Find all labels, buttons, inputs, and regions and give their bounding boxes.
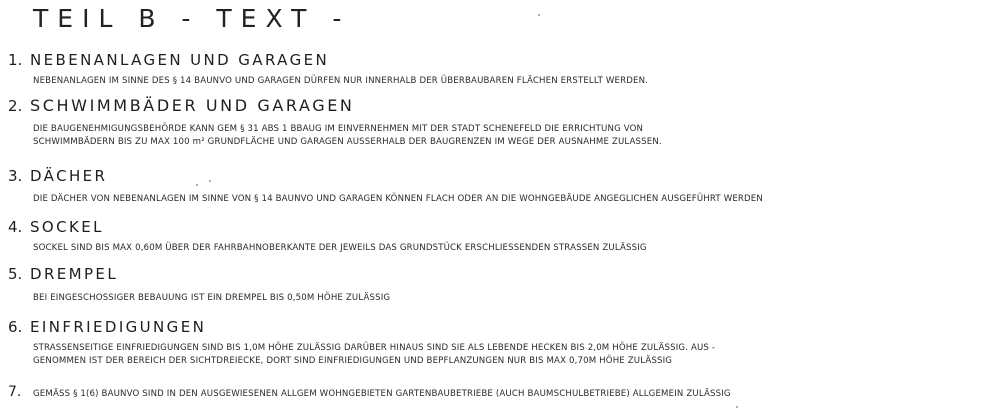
inline-item: [8, 381, 731, 400]
section-title: SOCKEL: [30, 218, 104, 236]
section-heading: [8, 217, 104, 236]
scan-speck: [538, 14, 540, 16]
body-line: NEBENANLAGEN IM SINNE DES § 14 BAUNVO UND GARAGEN DÜRFEN NUR INNERHALB DER ÜBERBAUBAREN FLÄCHEN ERSTELLT WERDEN.: [33, 76, 649, 86]
section-number: 7.: [8, 384, 22, 400]
scan-speck: [736, 406, 738, 408]
section-title: SCHWIMMBÄDER UND GARAGEN: [30, 96, 355, 115]
section-number: 5.: [8, 265, 23, 283]
body-line: SOCKEL SIND BIS MAX 0,60M ÜBER DER FAHRBAHNOBERKANTE DER JEWEILS DAS GRUNDSTÜCK ERSCHLIESSENDEN STRASSEN ZULÄSSIG: [33, 243, 647, 253]
section-number: 1.: [8, 51, 23, 69]
section-title: NEBENANLAGEN UND GARAGEN: [30, 51, 330, 69]
body-line: BEI EINGESCHOSSIGER BEBAUUNG IST EIN DREMPEL BIS 0,50M HÖHE ZULÄSSIG: [33, 293, 391, 303]
section-body: [33, 193, 978, 206]
section-heading: [8, 264, 118, 283]
section-heading: [8, 317, 206, 336]
item-text: GEMÄSS § 1(6) BAUNVO SIND IN DEN AUSGEWIESENEN ALLGEM WOHNGEBIETEN GARTENBAUBETRIEBE (AUCH BAUMSCHULBETRIEBE) ALLGEMEIN ZULÄSSIG: [33, 389, 731, 399]
body-line: GENOMMEN IST DER BEREICH DER SICHTDREIECKE, DORT SIND EINFRIEDIGUNGEN UND BEPFLANZUNGEN NUR BIS MAX 0,70M HÖHE ZULÄSSIG: [33, 356, 673, 366]
section-body: [33, 242, 978, 255]
section-heading: [8, 96, 355, 115]
section-title: DÄCHER: [30, 167, 108, 185]
document-title: TEIL B - TEXT -: [33, 4, 351, 33]
section-body: [33, 75, 978, 88]
scan-speck: [196, 184, 198, 186]
body-line: STRASSENSEITIGE EINFRIEDIGUNGEN SIND BIS 1,0M HÖHE ZULÄSSIG DARÜBER HINAUS SIND SIE ALS LEBENDE HECKEN BIS 2,0M HÖHE ZULÄSSIG. AUS -: [33, 343, 716, 353]
section-number: 3.: [8, 167, 23, 185]
body-line: SCHWIMMBÄDERN BIS ZU MAX 100 m² GRUNDFLÄCHE UND GARAGEN AUSSERHALB DER BAUGRENZEN IM WEGE DER AUSNAHME ZULASSEN.: [33, 137, 662, 147]
section-title: EINFRIEDIGUNGEN: [30, 318, 207, 336]
section-body: [33, 342, 978, 368]
body-line: DIE BAUGENEHMIGUNGSBEHÖRDE KANN GEM § 31 ABS 1 BBAUG IM EINVERNEHMEN MIT DER STADT SCHENEFELD DIE ERRICHTUNG VON: [33, 124, 644, 134]
section-body: [33, 123, 978, 149]
section-heading: [8, 50, 329, 69]
section-number: 2.: [8, 97, 23, 115]
body-line: DIE DÄCHER VON NEBENANLAGEN IM SINNE VON § 14 BAUNVO UND GARAGEN KÖNNEN FLACH ODER AN DIE WOHNGEBÄUDE ANGEGLICHEN AUSGEFÜHRT WERDEN: [33, 194, 763, 204]
section-body: [33, 292, 978, 305]
section-title: DREMPEL: [30, 265, 119, 283]
section-number: 4.: [8, 218, 23, 236]
section-heading: [8, 166, 107, 185]
scan-speck: [209, 180, 211, 182]
section-number: 6.: [8, 318, 23, 336]
